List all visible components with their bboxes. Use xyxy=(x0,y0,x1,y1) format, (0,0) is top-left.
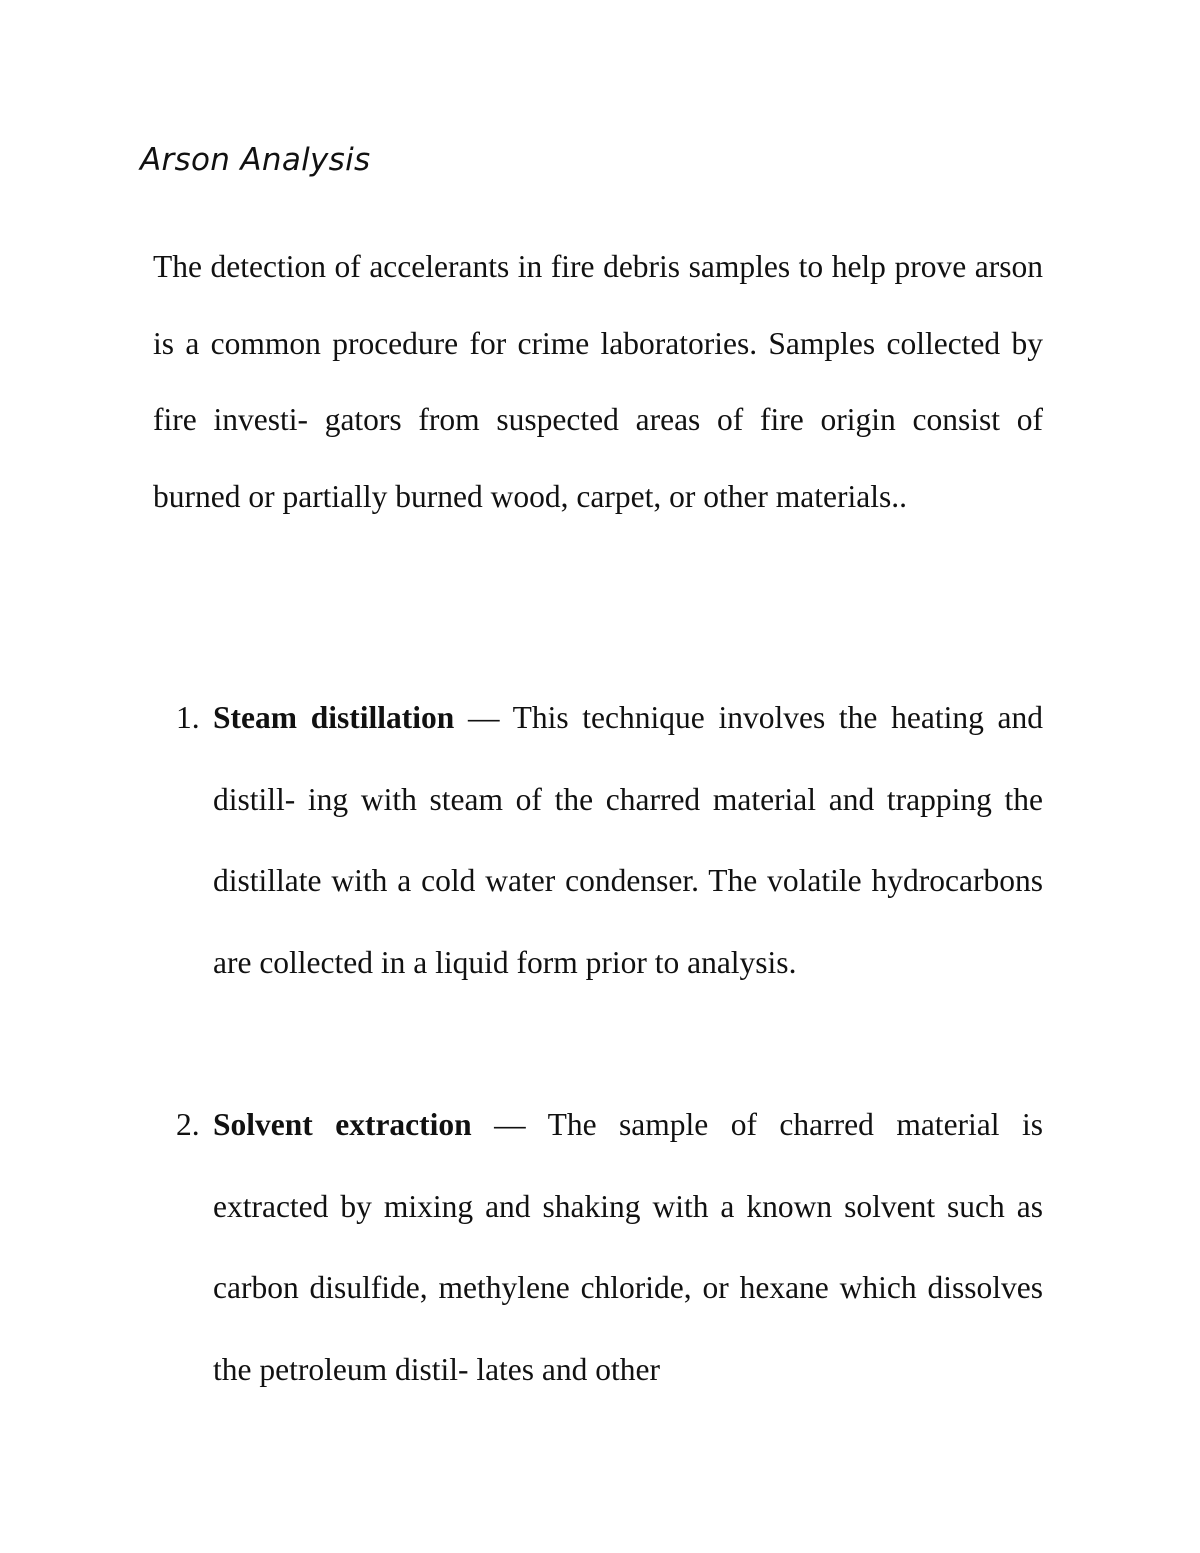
technique-description: This technique involves the heating and distill- ing with steam of the charred material and trapping the distillate with a cold water condenser. The volatile hydrocarbons are collected in a liquid form prior to analysis. xyxy=(213,700,1044,980)
item-number: 2. xyxy=(176,1107,200,1142)
intro-paragraph: The detection of accelerants in fire debris samples to help prove arson is a common procedure for crime laboratories. Samples collected by fire investi- gators from suspected areas of fire origin consist of burned or partially burned wood, carpet, or other materials.. xyxy=(153,249,1043,514)
term-separator: — xyxy=(454,700,513,735)
item-number: 1. xyxy=(176,700,200,735)
list-item xyxy=(176,677,1044,1003)
technique-list-item-2 xyxy=(176,1084,1044,1410)
technique-list-item-1 xyxy=(176,677,1044,1003)
technique-description: The sample of charred material is extracted by mixing and shaking with a known solvent such as carbon disulfide, methylene chloride, or hexane which dissolves the petroleum distil- lates and other xyxy=(213,1107,1044,1387)
technique-term: Solvent extraction xyxy=(213,1107,472,1142)
term-separator: — xyxy=(471,1107,548,1142)
technique-term: Steam distillation xyxy=(213,700,455,735)
list-item xyxy=(176,1084,1044,1410)
document-title: Arson Analysis xyxy=(140,142,371,178)
